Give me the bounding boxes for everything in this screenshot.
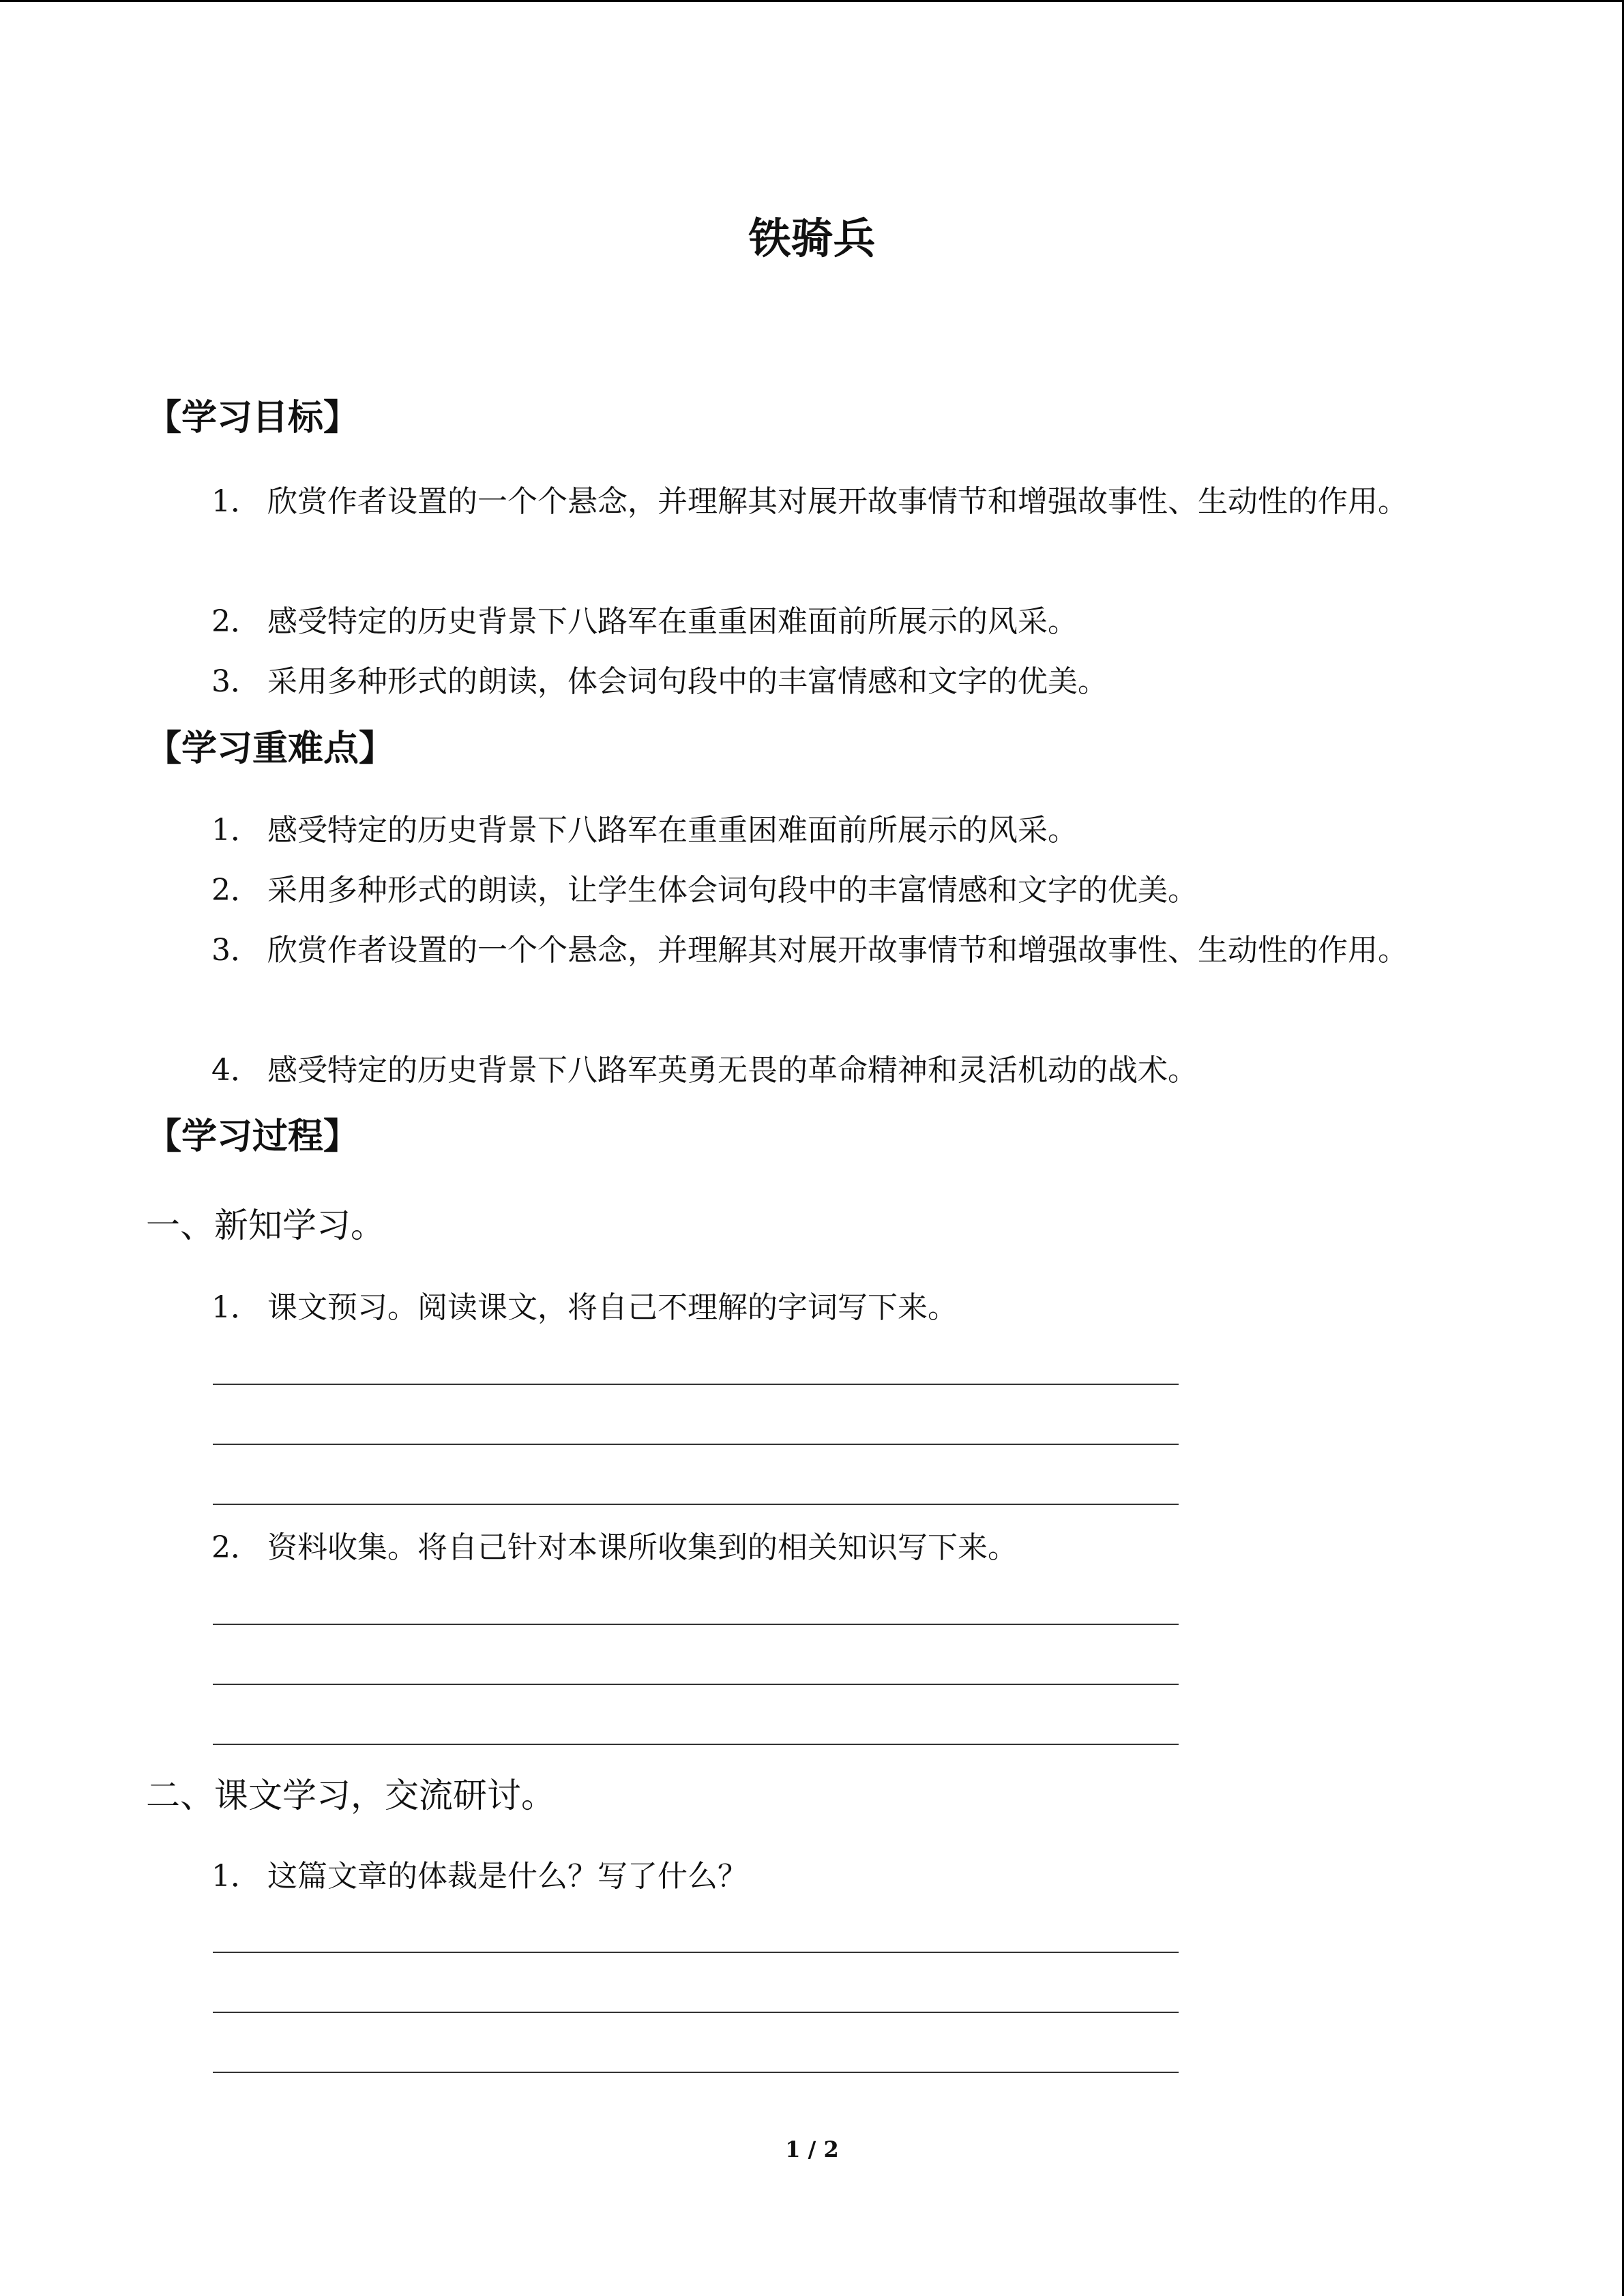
- answer-line[interactable]: [213, 1744, 1179, 1745]
- heading-learning-goals: 【学习目标】: [146, 398, 359, 438]
- question-genre: [146, 1847, 1442, 1907]
- key-point-item-2: [146, 861, 1442, 921]
- question-preview-number: 1．: [211, 1290, 261, 1325]
- page-number: 1 / 2: [785, 2136, 839, 2162]
- heading-key-points: 【学习重难点】: [146, 728, 395, 769]
- goal-item-1-text: 欣赏作者设置的一个个悬念，并理解其对展开故事情节和增强故事性、生动性的作用。: [267, 484, 1408, 519]
- key-point-item-4: [146, 1041, 1442, 1101]
- answer-line[interactable]: [213, 1624, 1179, 1625]
- question-preview: [146, 1278, 1442, 1338]
- goal-item-2-text: 感受特定的历史背景下八路军在重重困难面前所展示的风采。: [267, 604, 1078, 639]
- goal-item-3: [146, 652, 1442, 712]
- answer-line[interactable]: [213, 2012, 1179, 2013]
- goal-item-2: [146, 592, 1442, 652]
- key-point-item-1-number: 1．: [211, 813, 261, 848]
- question-materials: [146, 1518, 1442, 1578]
- goal-item-3-text: 采用多种形式的朗读，体会词句段中的丰富情感和文字的优美。: [267, 664, 1108, 699]
- section-text-study: 二、课文学习，交流研讨。: [146, 1776, 555, 1815]
- answer-line[interactable]: [213, 1684, 1179, 1685]
- answer-line[interactable]: [213, 1952, 1179, 1953]
- key-point-item-2-number: 2．: [211, 873, 261, 908]
- goal-item-2-number: 2．: [211, 604, 261, 639]
- answer-line[interactable]: [213, 1444, 1179, 1445]
- question-genre-text: 这篇文章的体裁是什么？写了什么？: [267, 1859, 748, 1894]
- goal-item-1-number: 1．: [211, 484, 261, 519]
- key-point-item-2-text: 采用多种形式的朗读，让学生体会词句段中的丰富情感和文字的优美。: [267, 873, 1198, 908]
- question-materials-number: 2．: [211, 1530, 261, 1565]
- key-point-item-3: [146, 921, 1442, 981]
- question-genre-number: 1．: [211, 1859, 261, 1894]
- answer-line[interactable]: [213, 2072, 1179, 2073]
- goal-item-1: [146, 472, 1442, 532]
- key-point-item-3-text: 欣赏作者设置的一个个悬念，并理解其对展开故事情节和增强故事性、生动性的作用。: [267, 933, 1408, 968]
- key-point-item-3-number: 3．: [211, 933, 261, 968]
- goal-item-3-number: 3．: [211, 664, 261, 699]
- key-point-item-1: [146, 801, 1442, 861]
- key-point-item-4-text: 感受特定的历史背景下八路军英勇无畏的革命精神和灵活机动的战术。: [267, 1053, 1198, 1088]
- key-point-item-1-text: 感受特定的历史背景下八路军在重重困难面前所展示的风采。: [267, 813, 1078, 848]
- section-new-knowledge: 一、新知学习。: [146, 1206, 385, 1245]
- answer-line[interactable]: [213, 1384, 1179, 1385]
- answer-line[interactable]: [213, 1504, 1179, 1505]
- key-point-item-4-number: 4．: [211, 1053, 261, 1088]
- document-title: 铁骑兵: [748, 213, 876, 263]
- question-preview-text: 课文预习。阅读课文，将自己不理解的字词写下来。: [267, 1290, 958, 1325]
- question-materials-text: 资料收集。将自己针对本课所收集到的相关知识写下来。: [267, 1530, 1018, 1565]
- heading-learning-process: 【学习过程】: [146, 1116, 359, 1157]
